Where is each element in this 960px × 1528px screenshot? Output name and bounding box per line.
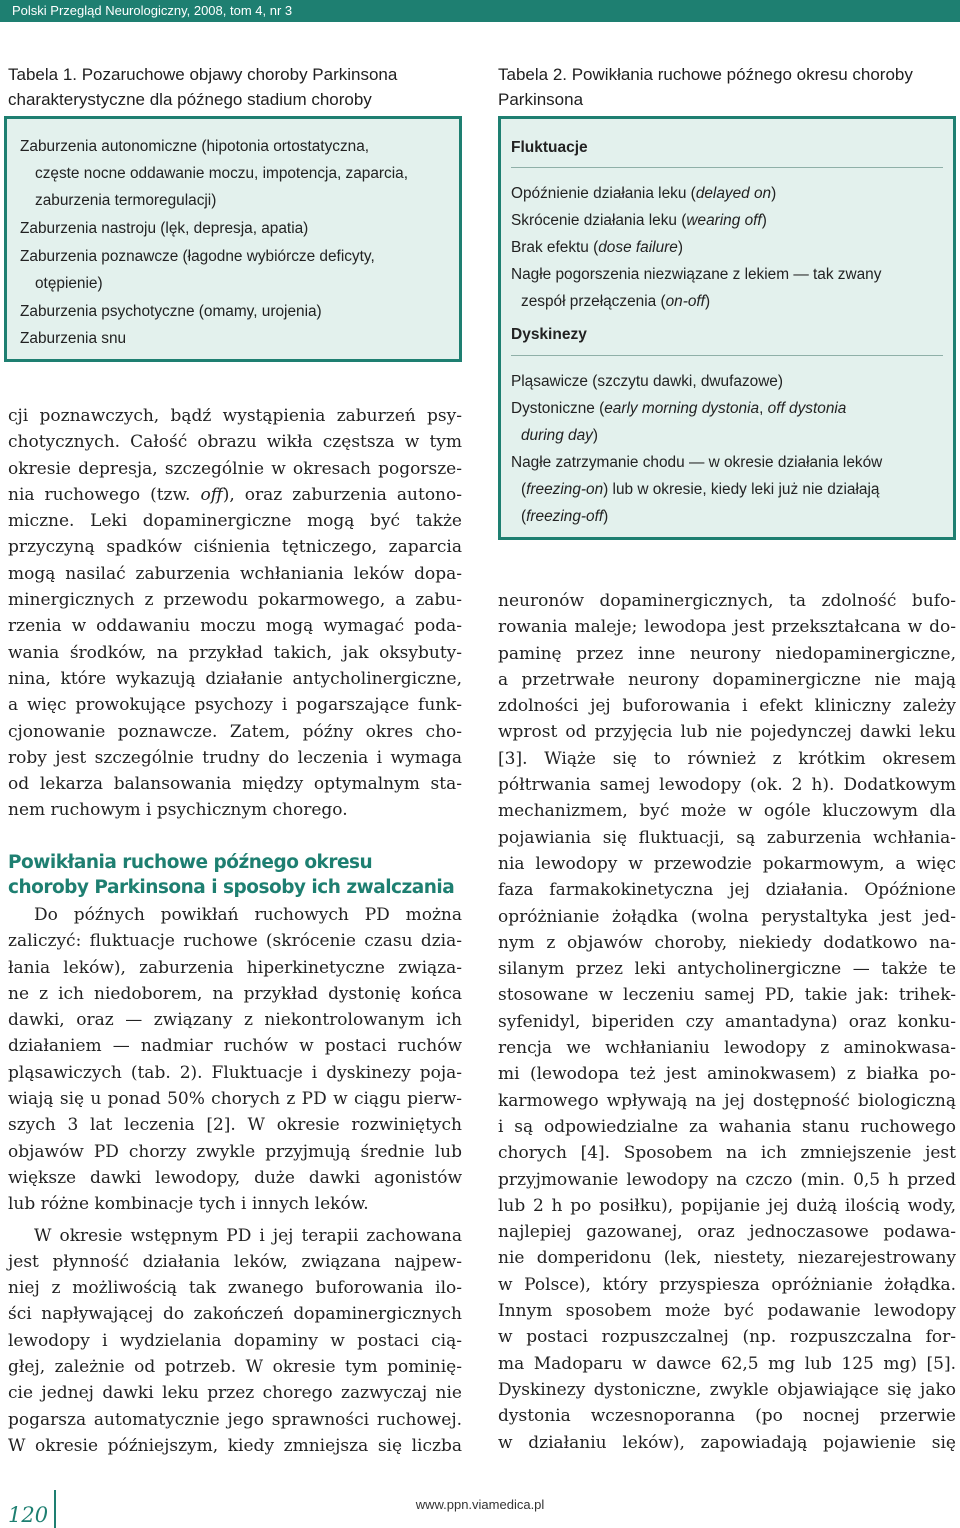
text-line: okresie depresja, szczególnie w okresach pogorsze- [8,458,462,479]
table2-row: Nagłe zatrzymanie chodu — w okresie działania leków [511,454,883,471]
text-line: karmowego wpływają na jej dostępność biologiczną [498,1090,956,1111]
text-line: Innym sposobem może być podawanie lewodopy [498,1301,956,1322]
table1-row: Zaburzenia nastroju (lęk, depresja, apatia) [20,220,309,237]
text-line: łania leków), zaburzenia hiperkinetyczne związa- [8,957,462,978]
text-line: zaliczyć: fluktuacje ruchowe (skrócenie czasu dzia- [8,931,462,952]
text-line: lub 2 h po posiłku), popijanie jej dużą ilością wody, [498,1195,956,1216]
text-line: dawki, oraz — związany z niekontrolowanym ich [8,1010,462,1031]
text-line: faza farmakokinetyczna jej działania. Opóźnione [498,880,956,901]
text-line: chotycznych. Całość obrazu wikła częstsza w tym [8,432,462,453]
table2-section-dyskinezy: Dyskinezy [511,326,587,343]
table2-divider [511,167,943,168]
table1-box [4,116,462,362]
table2-caption-line: Parkinsona [498,90,584,109]
text-line: minergicznych z przewodu pokarmowego, a zabu- [8,590,462,611]
page-number: 120 [8,1503,49,1527]
right-body-text [498,588,956,1456]
table2-row: zespół przełączenia (on-off) [521,293,711,310]
text-line: najlepiej gazowanej, oraz jednoczasowe podawa- [498,1222,956,1243]
text-line: neuronów dopaminergicznych, ta zdolność bufo- [498,591,956,611]
left-body-text-top [8,403,462,824]
text-line: chorych [4]. Sposobem na ich zmniejszenie jest [498,1143,956,1164]
table2-row: Pląsawicze (szczytu dawki, dwufazowe) [511,373,783,390]
table2-row: (freezing-off) [521,508,609,525]
text-line: rowania maleje; lewodopa jest przekształcana w do- [498,617,956,638]
journal-header [0,0,960,22]
text-line: miczne. Leki dopaminergiczne mogą być także [8,511,462,532]
text-line: Do późnych powikłań ruchowych PD można [34,905,462,925]
text-line: pojawiania się fluktuacji, są zaburzenia wchłania- [498,827,956,848]
left-body-text-bottom [8,902,462,1459]
text-line: w Polsce), który przyspiesza opróżnianie żołądka. [498,1274,956,1295]
text-line: cji poznawczych, bądź wystąpienia zaburzeń psy- [8,406,462,426]
text-line: dystonia wczesnoporanna (po nocnej przerwie [498,1406,956,1427]
journal-title: Polski Przegląd Neurologiczny, 2008, tom 4, nr 3 [12,3,293,18]
text-line: szych 3 lat leczenia [2]. W okresie rozwiniętych [8,1115,462,1136]
text-line: mi (lewodopa też jest aminokwasem) z białka po- [498,1064,956,1085]
text-line: przyczyną spadków ciśnienia tętniczego, zaparcia [8,537,462,558]
table1-caption-line: Tabela 1. Pozaruchowe objawy choroby Parkinsona [8,65,398,84]
table2-row: Opóźnienie działania leku (delayed on) [511,185,777,202]
text-line: mogą nasilać zaburzenia wchłaniania leków dopa- [8,563,462,584]
text-line: wania środków, na przykład takich, jak oksybuty- [8,642,462,663]
table2-section-fluktuacje: Fluktuacje [511,139,588,156]
text-line: nia ruchowego (tzw. off), oraz zaburzenia autono- [8,484,462,505]
text-line: silanym przez leki antycholinergiczne — także te [498,959,956,980]
text-line: i są odpowiedzialne za wahania stanu ruchowego [498,1116,956,1137]
text-line: nia lewodopy w przewodzie pokarmowym, a więc [498,853,956,874]
text-line: opróżnianie żołądka (wolna perystaltyka jest jed- [498,906,956,927]
text-line: paminę przez inne neurony niedopaminergiczne, [498,643,956,664]
section-heading-line: Powikłania ruchowe późnego okresu [8,852,373,873]
table2-row: during day) [521,427,599,444]
text-line: ma Madoparu w dawce 62,5 mg lub 125 mg) [5]. [498,1353,956,1374]
text-line: głej, zależnie od potrzeb. W okresie tym pominię- [8,1357,462,1378]
text-line: większe dawki lewodopy, duże dawki agonistów [8,1167,462,1188]
text-line: w postaci rozpuszczalnej (np. rozpuszczalna for- [498,1327,956,1348]
text-line: półtrwania samej lewodopy (ok. 2 h). Dodatkowym [498,775,956,796]
text-line: ści napływającej do zakończeń dopaminergicznych [8,1304,462,1325]
table2-caption-line: Tabela 2. Powikłania ruchowe późnego okresu choroby [498,65,913,84]
text-line: nym z objawów choroby, niekiedy dodatkowo na- [498,932,956,953]
text-line: objawów PD chorzy zwykle przyjmują średnie lub [8,1141,462,1162]
table1-row: Zaburzenia poznawcze (łagodne wybiórcze deficyty, [20,248,375,265]
table2-caption [498,62,958,112]
text-line: pląsawiczych (tab. 2). Fluktuacje i dyskinezy poja- [8,1062,462,1083]
table1-row: otępienie) [35,275,103,292]
table2-row: Brak efektu (dose failure) [511,239,683,256]
text-line: cie jednej dawki leku przez chorego zazwyczaj nie [8,1383,462,1404]
table1-row: Zaburzenia psychotyczne (omamy, urojenia) [20,303,322,320]
text-line: roby jest szczególnie trudny do leczenia i wymaga [8,747,462,768]
text-line: pogarsza automatycznie jego sprawności ruchowej. [8,1409,462,1430]
table2-row: Skrócenie działania leku (wearing off) [511,212,767,229]
table1-row: częste nocne oddawanie moczu, impotencja, zaparcia, [35,165,409,182]
footer-url: www.ppn.viamedica.pl [415,1497,545,1512]
text-line: rzenia w oddawaniu moczu mogą wymagać poda- [8,616,462,637]
table1-row: Zaburzenia autonomiczne (hipotonia ortostatyczna, [20,138,370,155]
text-line: cjonowanie poznawcze. Zatem, późny okres cho- [8,721,462,742]
text-line: W okresie wstępnym PD i jej terapii zachowana [34,1225,462,1246]
table2-row: Dystoniczne (early morning dystonia, off dystonia [511,400,847,417]
text-line: nie domperidonu (lek, niestety, niezarejestrowany [498,1248,956,1269]
text-line: a przetrwałe neurony dopaminergiczne nie mają [498,669,956,690]
text-line: wprost od przyjęcia lub nie pojedynczej dawki leku [498,722,956,743]
table2-box [498,116,956,540]
text-line: ne z ich niedoborem, na przykład dystonię końca [8,983,462,1004]
text-line: przyjmowanie lewodopy na czczo (min. 0,5 h przed [498,1169,956,1190]
text-line: lub różne kombinacje tych i innych leków. [8,1194,369,1215]
text-line: lewodopy i wydzielania dopaminy w postaci cią- [8,1330,462,1351]
text-line: nem ruchowym i psychicznym chorego. [8,800,348,821]
text-line: jest płynność działania leków, związana najpew- [8,1251,462,1272]
table2-row: (freezing-on) lub w okresie, kiedy leki już nie działają [521,481,880,498]
text-line: niej z możliwością tak zwanego buforowania ilo- [8,1278,462,1299]
text-line: nina, które wykazują działanie antycholinergiczne, [8,668,462,689]
text-line: stosowane w leczeniu samej PD, takie jak: trihek- [498,985,956,1006]
text-line: zdolności jej buforowania i efekt kliniczny zależy [498,696,956,717]
text-line: wiają się u ponad 50% chorych z PD w ciągu pierw- [8,1089,462,1110]
table1-caption [8,62,468,112]
text-line: [3]. Wiąże się to również z krótkim okresem [498,748,956,769]
text-line: W okresie późniejszym, kiedy zmniejsza się liczba [8,1435,462,1456]
text-line: a więc prowokujące psychozy i pogarszające funk- [8,695,462,716]
table2-row: Nagłe pogorszenia niezwiązane z lekiem — tak zwany [511,266,882,283]
text-line: rencja we wchłanianiu lewodopy z aminokwasa- [498,1038,956,1059]
text-line: w działaniu leków), zapowiadają pojawienie się [498,1432,956,1453]
text-line: Dyskinezy dystoniczne, zwykle objawiające się jako [498,1379,956,1400]
section-heading [8,850,454,900]
section-heading-line: choroby Parkinsona i sposoby ich zwalczania [8,877,455,898]
text-line: od lekarza balansowania między optymalnym sta- [8,774,462,795]
text-line: działaniem — nadmiar ruchów w postaci ruchów [8,1036,462,1057]
table1-caption-line: charakterystyczne dla późnego stadium choroby [8,90,372,109]
text-line: syfenidyl, biperiden czy amantadyna) oraz konku- [498,1011,956,1032]
table2-divider [511,355,943,356]
table1-row: zaburzenia termoregulacji) [35,192,217,209]
table1-row: Zaburzenia snu [20,330,127,347]
text-line: mechanizmem, być może w ogóle kluczowym dla [498,801,956,822]
